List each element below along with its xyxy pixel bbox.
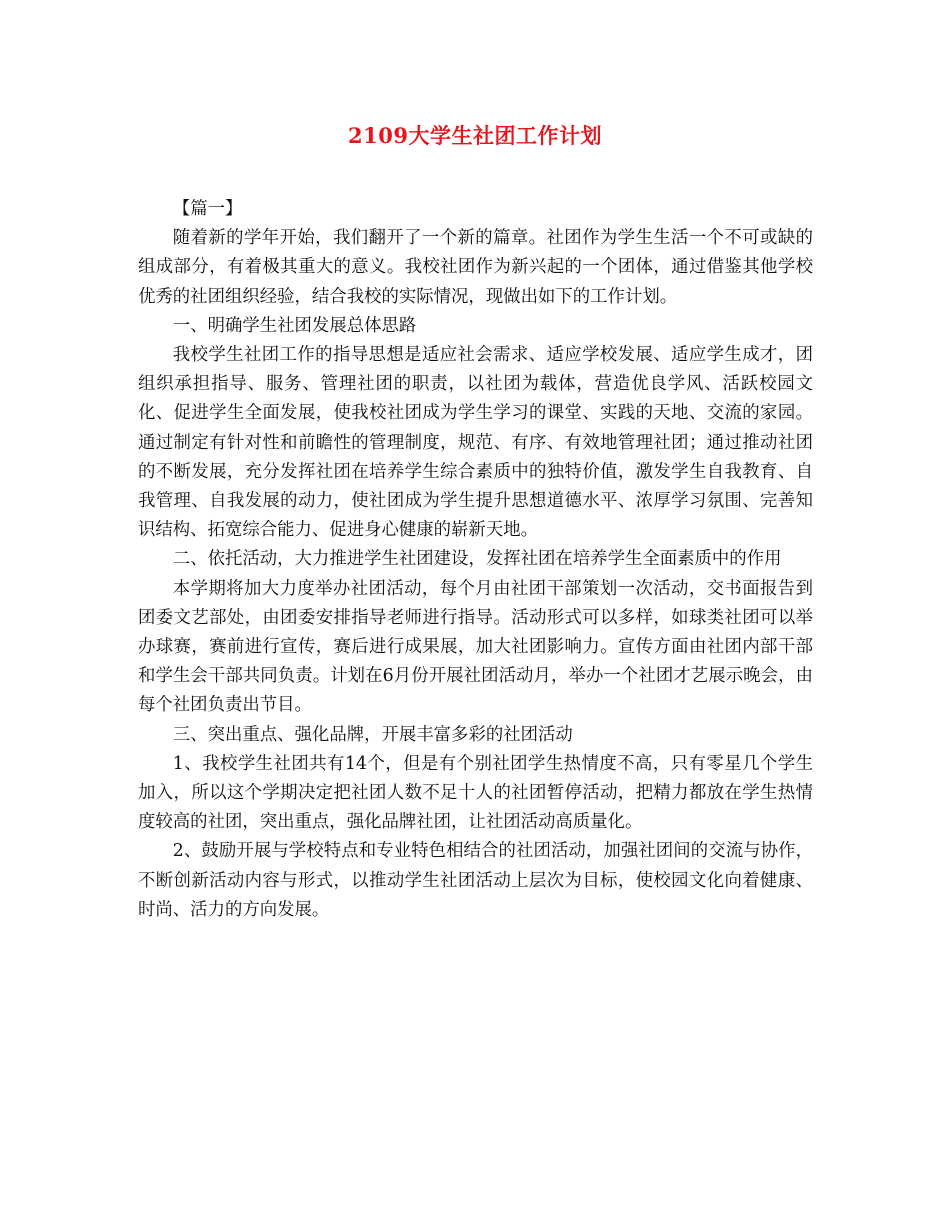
heading-3: 三、突出重点、强化品牌，开展丰富多彩的社团活动 [172,724,573,745]
paragraph-2: 本学期将加大力度举办社团活动，每个月由社团干部策划一次活动，交书面报告到团委文艺部处，由团委安排指导老师进行指导。活动形式可以多样，如球类社团可以举办球赛，赛前进行宣传，赛后进行成果展，加大社团影响力。宣传方面由社团内部干部和学生会干部共同负责。计划在6月份开展社团活动月，举办一个社团才艺展示晚会，由每个社团负责出节目。 [138,578,813,716]
paragraph-3-item-1: 1、我校学生社团共有14个，但是有个别社团学生热情度不高，只有零星几个学生加入，所以这个学期决定把社团人数不足十人的社团暂停活动，把精力都放在学生热情度较高的社团，突出重点，强化品牌社团，让社团活动高质量化。 [138,753,813,833]
paragraph-3-item-2: 2、鼓励开展与学校特点和专业特色相结合的社团活动，加强社团间的交流与协作，不断创新活动内容与形式，以推动学生社团活动上层次为目标，使校园文化向着健康、时尚、活力的方向发展。 [138,841,813,920]
paragraph-intro: 随着新的学年开始，我们翻开了一个新的篇章。社团作为学生生活一个不可或缺的组成部分，有着极其重大的意义。我校社团作为新兴起的一个团体，通过借鉴其他学校优秀的社团组织经验，结合我校的实际情况，现做出如下的工作计划。 [138,228,813,307]
heading-2: 二、依托活动，大力推进学生社团建设，发挥社团在培养学生全面素质中的作用 [172,549,782,570]
paragraph-1: 我校学生社团工作的指导思想是适应社会需求、适应学校发展、适应学生成才，团组织承担指导、服务、管理社团的职责，以社团为载体，营造优良学风、活跃校园文化、促进学生全面发展，使我校社团成为学生学习的课堂、实践的天地、交流的家园。通过制定有针对性和前瞻性的管理制度，规范、有序、有效地管理社团；通过推动社团的不断发展，充分发挥社团在培养学生综合素质中的独特价值，激发学生自我教育、自我管理、自我发展的动力，使社团成为学生提升思想道德水平、浓厚学习氛围、完善知识结构、拓宽综合能力、促进身心健康的崭新天地。 [138,345,813,541]
heading-1: 一、明确学生社团发展总体思路 [172,315,417,336]
document-body [138,195,813,925]
section-tag: 【篇一】 [172,199,243,219]
document-title: 2109大学生社团工作计划 [348,123,602,148]
